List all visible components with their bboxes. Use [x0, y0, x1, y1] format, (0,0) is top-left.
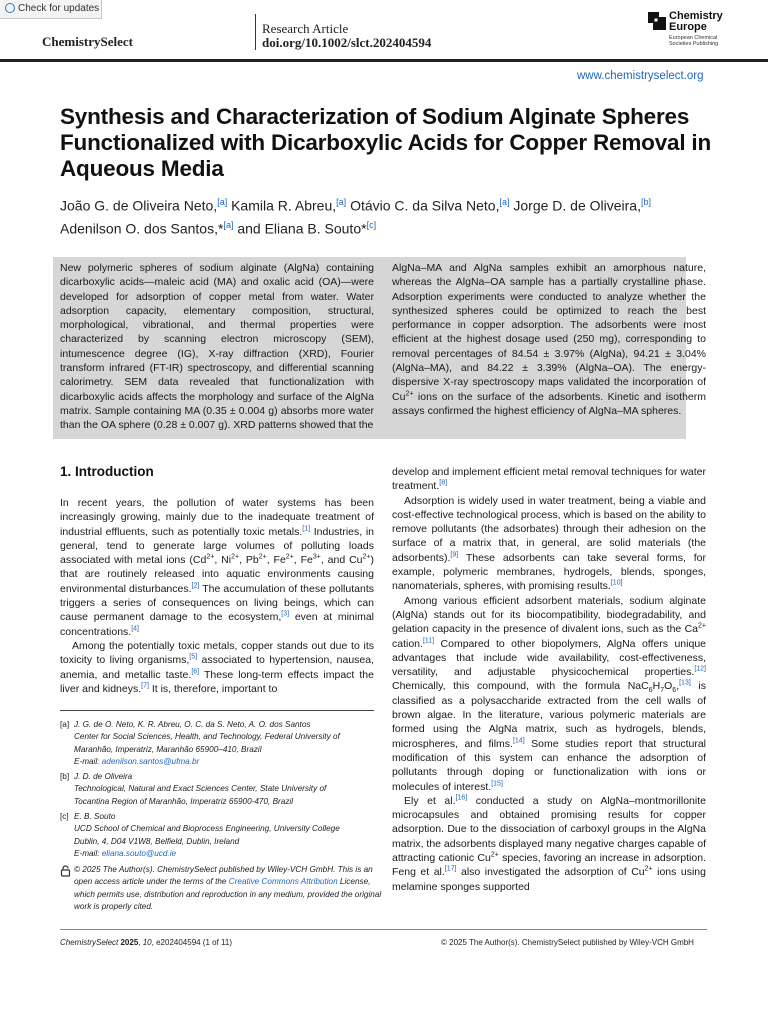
affiliation-sup[interactable]: [a] — [217, 197, 228, 207]
intro-paragraph: Adsorption is widely used in water treatment, being a viable and cost-effective technological process, which is based on the ability to remove pollutants (the adsorbates) through their adhesion on the surface of a matrix that, in general, are solid materials (the adsorbents).[9] These adsorbents can take several forms, for example, polymeric membranes, hydrogels, blends, sponges, nanomaterials, spheres, with promising results.[10] — [392, 494, 706, 593]
citation-link[interactable]: [7] — [141, 682, 149, 690]
citation-link[interactable]: [14] — [512, 737, 525, 745]
citation-link[interactable]: [15] — [491, 780, 503, 788]
affiliation-rule — [60, 710, 374, 711]
citation-link[interactable]: [13] — [679, 679, 691, 687]
author-name[interactable]: Kamila R. Abreu, — [231, 197, 337, 214]
header-divider — [255, 14, 256, 50]
refresh-icon — [5, 3, 15, 13]
author-name[interactable]: and Eliana B. Souto* — [237, 220, 367, 237]
email-link[interactable]: eliana.souto@ucd.ie — [101, 848, 177, 858]
affiliation-sup[interactable]: [c] — [366, 219, 377, 230]
publisher-name: Chemistry Europe — [669, 10, 723, 33]
chemistry-europe-logo-icon — [648, 12, 666, 30]
footer-copyright: © 2025 The Author(s). ChemistrySelect published by Wiley-VCH GmbH — [441, 938, 694, 947]
citation-link[interactable]: [17] — [444, 865, 457, 873]
affiliation-sup[interactable]: [a] — [223, 219, 234, 230]
email-link[interactable]: adenilson.santos@ufma.br — [101, 756, 200, 766]
citation-link[interactable]: [1] — [302, 525, 311, 533]
citation-link[interactable]: [9] — [450, 551, 459, 559]
citation-link[interactable]: [2] — [191, 582, 200, 590]
creative-commons-link[interactable]: Creative Commons Attribution — [228, 877, 338, 887]
footer-citation: ChemistrySelect 2025, 10, e202404594 (1 of 11) — [60, 938, 233, 947]
check-for-updates-badge[interactable] — [0, 0, 102, 19]
intro-paragraph: Ely et al.[16] conducted a study on AlgNa–montmorillonite microcapsules and obtained promising results for copper adsorption. Due to the dissociation of carboxyl groups in the AlgNa matrix, the adsorbents displayed many negative charges capable of attracting cationic $Cu^{2+}$ species, favoring an increase in adsorption. Feng et al.[17] also investigated the adsorption of $Cu^{2+}$ ions using melamine sponges supported — [392, 794, 707, 893]
citation-link[interactable]: [3] — [281, 610, 290, 618]
intro-paragraph: In recent years, the pollution of water systems has been increasingly growing, mainly due to the inadequate treatment of industrial effluents, such as potentially toxic metals.[1] Industries, in general, tend to generate large volumes of polluting loads associated with metal ions ($Cd^{2+}$, $Ni^{2+}$, $Pb^{2+}$, $Fe^{2+}$, $Fe^{3+}$, and $Cu^{2+}$) that are routinely released into aquatic environments causing environmental disturbances.[2] The accumulation of these pollutants triggers a series of consequences on living beings, which can cause permanent damage to the ecosystem,[3] even at minimal concentrations.[4] — [60, 497, 374, 638]
author-name[interactable]: João G. de Oliveira Neto, — [60, 197, 218, 214]
abstract-right — [392, 261, 706, 418]
affiliation-sup[interactable]: [a] — [336, 197, 347, 207]
citation-link[interactable]: [11] — [422, 637, 435, 645]
citation-link[interactable]: [4] — [131, 625, 140, 633]
abstract-left — [60, 261, 374, 433]
affiliations — [60, 719, 382, 919]
intro-right-column — [392, 465, 706, 894]
affiliation-label: [a] — [60, 720, 70, 729]
section-heading-introduction: 1. Introduction — [60, 464, 154, 479]
affiliation-label: [c] — [60, 812, 69, 821]
badge-label: Check for updates — [18, 3, 100, 14]
abstract-text-right-end: ions on the surface of the adsorbents. Kinetic and isotherm assays confirmed the highest efficiency of AlgNa–MA spheres. — [392, 390, 706, 417]
abstract-text-right: AlgNa–MA and AlgNa samples exhibit an amorphous nature, whereas the AlgNa–OA sample has a partially crystalline phase. Adsorption experiments were conducted to analyze whether the synthesized spheres could be optimized to reach the best performance in copper adsorption. The adsorbents were most efficient at the highest dosage used (250 mg), corresponding to removal percentages of 84.54 ± 3.97% (AlgNa), 94.21 ± 3.04% (AlgNa–MA), and 84.22 ± 3.39% (AlgNa–OA). The energy-dispersive X-ray spectroscopy maps validated the incorporation of Cu — [392, 262, 706, 403]
intro-paragraph: develop and implement efficient metal removal techniques for water treatment.[8] — [392, 466, 706, 493]
citation-link[interactable]: [5] — [189, 653, 198, 661]
author-name[interactable]: Jorge D. de Oliveira, — [513, 197, 641, 214]
author-list — [60, 193, 730, 238]
article-type: Research Article — [262, 21, 349, 36]
open-access-icon — [60, 865, 71, 877]
header-rule — [0, 59, 768, 62]
intro-paragraph: Among the potentially toxic metals, copper stands out due to its toxicity to living organisms,[5] associated to hypertension, nausea, anemia, and metallic taste.[6] These long-term effects impact the liver and kidneys.[7] It is, therefore, important to — [60, 639, 374, 695]
metal-ion-list: $Ni^{2+}$, $Pb^{2+}$, $Fe^{2+}$, $Fe^{3+}$, and $Cu^{2+}$ — [221, 553, 371, 567]
citation-link[interactable]: [10] — [610, 579, 623, 587]
citation-link[interactable]: [8] — [439, 479, 448, 487]
citation-link[interactable]: [6] — [191, 668, 200, 676]
charge-sup: 2+ — [405, 390, 414, 398]
affiliation-c: E. B. Souto UCD School of Chemical and Bioprocess Engineering, University College Dublin, 4, D04 V1W8, Belfield, Dublin, Ireland E-mail: eliana.souto@ucd.ie — [74, 812, 340, 858]
intro-left-column — [60, 496, 374, 696]
affiliation-sup[interactable]: [a] — [499, 197, 510, 207]
abstract-text-left: New polymeric spheres of sodium alginate (AlgNa) containing dicarboxylic acids—maleic acid (MA) and oxalic acid (OA)—were developed for adsorption of copper metal from water. Water adsorption capacity, elementary composition, structural, morphological, vibrational, and thermal properties were characterized by scanning electron microscopy (SEM), intumescence degree (IG), X-ray diffraction (XRD), Fourier transform infrared (FT-IR) spectroscopy, and differential scanning calorimetry. SEM data revealed that functionalization with dicarboxylic acids affects the morphology and surface of the AlgNa matrix. Sample containing MA (0.35 ± 0.004 g) absorbs more water than the OA sphere (0.28 ± 0.007 g). XRD patterns showed that the — [60, 262, 374, 432]
footer-rule — [60, 929, 707, 930]
journal-name: ChemistrySelect — [42, 34, 133, 49]
affiliation-label: [b] — [60, 772, 70, 781]
affiliation-b: J. D. de Oliveira Technological, Natural and Exact Sciences Center, State University of Tocantina Region of Maranhão, Imperatriz 65900-470, Brazil — [74, 772, 327, 806]
intro-paragraph: Among various efficient adsorbent materials, sodium alginate (AlgNa) stands out for its biocompatibility, biodegradability, and gelation capacity in the presence of divalent ions, such as the $Ca^{2+}$ cation.[11] Compared to other biopolymers, AlgNa offers unique advantages that include wide availability, cost-effectiveness, versatility, and adjustable physicochemical properties.[12] Chemically, this compound, with the formula $NaC_6H_7O_6,[13]$ is classified as a polysaccharide extracted from the cell walls of brown algae. In the literature, various polymeric materials are formed using the AlgNa matrix, such as hydrogels, blends, microspheres, and films.[14] Some studies report that structural modification of this system can enhance the adsorption of pollutants through doping or functionalization with ions or molecules of interest.[15] — [392, 594, 706, 793]
license-text: © 2025 The Author(s). ChemistrySelect published by Wiley-VCH GmbH. This is an open access article under the terms of the Creative Commons Attribution License, which permits use, distribution and reproduction in any medium, provided the original work is properly cited. — [74, 865, 382, 911]
article-title: Synthesis and Characterization of Sodium Alginate Spheres Functionalized with Dicarboxylic Acids for Copper Removal in Aqueous Media — [60, 104, 712, 181]
citation-link[interactable]: [16] — [455, 794, 468, 802]
author-name[interactable]: Otávio C. da Silva Neto, — [350, 197, 500, 214]
citation-link[interactable]: [12] — [694, 665, 706, 673]
publisher-subtitle: European Chemical Societies Publishing — [669, 35, 719, 47]
journal-website-link[interactable]: www.chemistryselect.org — [577, 70, 704, 82]
affiliation-sup[interactable]: [b] — [640, 197, 651, 207]
doi-link[interactable]: doi.org/10.1002/slct.202404594 — [262, 35, 432, 50]
author-name[interactable]: Adenilson O. dos Santos,* — [60, 220, 224, 237]
affiliation-a: J. G. de O. Neto, K. R. Abreu, O. C. da S. Neto, A. O. dos Santos Center for Social Sciences, Health, and Technology, Federal University of Maranhão, Imperatriz, Maranhão 65900–410, Brazil E-mail: adenilson.santos@ufma.br — [74, 720, 340, 766]
